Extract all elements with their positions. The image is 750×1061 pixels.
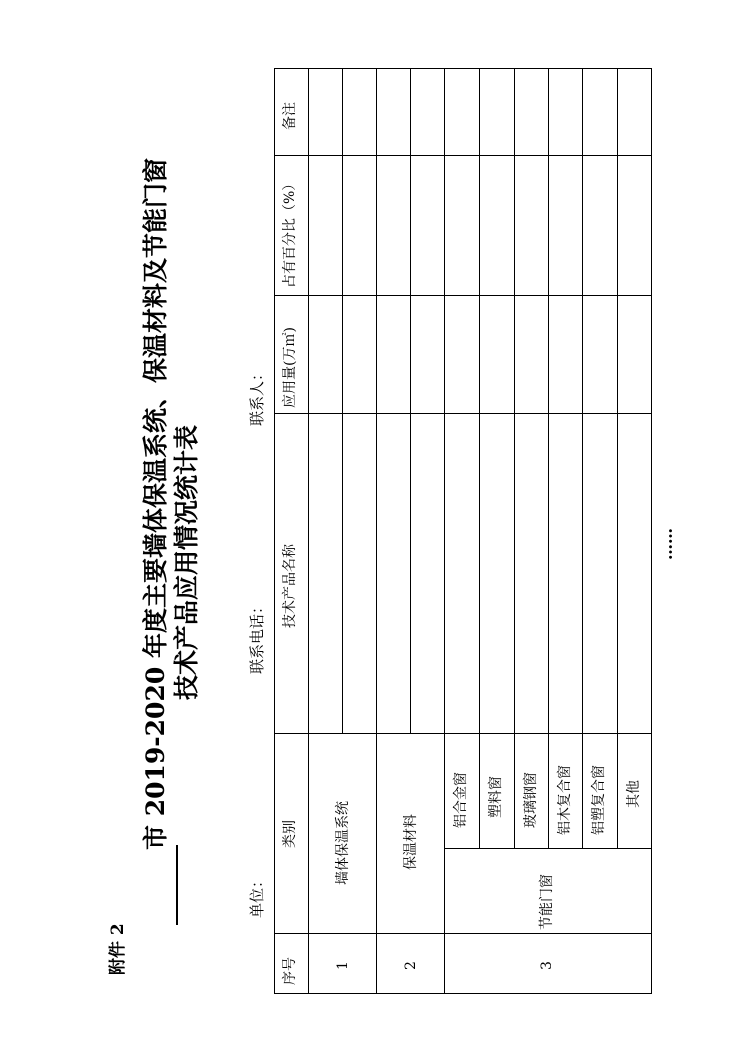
col-line-amount <box>274 413 652 414</box>
group-2-index: 2 <box>403 961 419 970</box>
attachment-label: 附件 2 <box>108 923 128 975</box>
unit-label: 单位： <box>248 872 266 918</box>
title-line-2: 技术产品应用情况统计表 <box>172 424 201 700</box>
title-blank-underline <box>176 845 178 925</box>
table-border-left <box>274 68 275 994</box>
title-line-1: 市 2019-2020 年度主要墙体保温系统、保温材料及节能门窗 <box>141 158 170 850</box>
col-line-percent <box>274 295 652 296</box>
contact-label: 联系人： <box>248 365 266 426</box>
phone-label: 联系电话： <box>248 598 266 674</box>
col-line-product <box>274 733 652 734</box>
row-line-1a <box>342 68 343 733</box>
row-line-3d <box>582 68 583 848</box>
window-type-plastic: 塑料窗 <box>488 776 504 818</box>
header-index: 序号 <box>282 957 298 985</box>
group-1-name: 墙体保温系统 <box>335 801 351 885</box>
row-line-header <box>308 68 309 994</box>
row-line-3e <box>617 68 618 848</box>
header-category: 类别 <box>282 820 298 848</box>
table-border-bottom <box>274 993 652 994</box>
col-line-index <box>274 933 652 934</box>
table-border-right <box>651 68 652 994</box>
row-line-2b <box>444 68 445 994</box>
ellipsis-continuation: …… <box>657 528 676 560</box>
window-type-aluminum-alloy: 铝合金窗 <box>453 772 469 828</box>
header-amount: 应用量(万㎡) <box>282 327 298 408</box>
window-subcategory-divider <box>444 848 652 849</box>
col-line-remark <box>274 155 652 156</box>
group-2-name: 保温材料 <box>403 814 419 870</box>
window-type-other: 其他 <box>626 780 642 808</box>
window-type-aluminum-wood: 铝木复合窗 <box>557 765 573 835</box>
row-line-3a <box>479 68 480 848</box>
row-line-2a <box>410 68 411 733</box>
group-3-name: 节能门窗 <box>539 874 555 930</box>
window-type-aluminum-plastic: 铝塑复合窗 <box>591 765 607 835</box>
table-border-top <box>274 68 652 69</box>
header-remark: 备注 <box>282 102 298 130</box>
group-3-index: 3 <box>539 961 555 970</box>
window-type-frp: 玻璃钢窗 <box>523 772 539 828</box>
row-line-3c <box>548 68 549 848</box>
row-line-1b <box>376 68 377 994</box>
header-percent: 占有百分比（%） <box>282 176 298 288</box>
row-line-3b <box>514 68 515 848</box>
header-product: 技术产品名称 <box>282 544 298 628</box>
group-1-index: 1 <box>335 961 351 970</box>
